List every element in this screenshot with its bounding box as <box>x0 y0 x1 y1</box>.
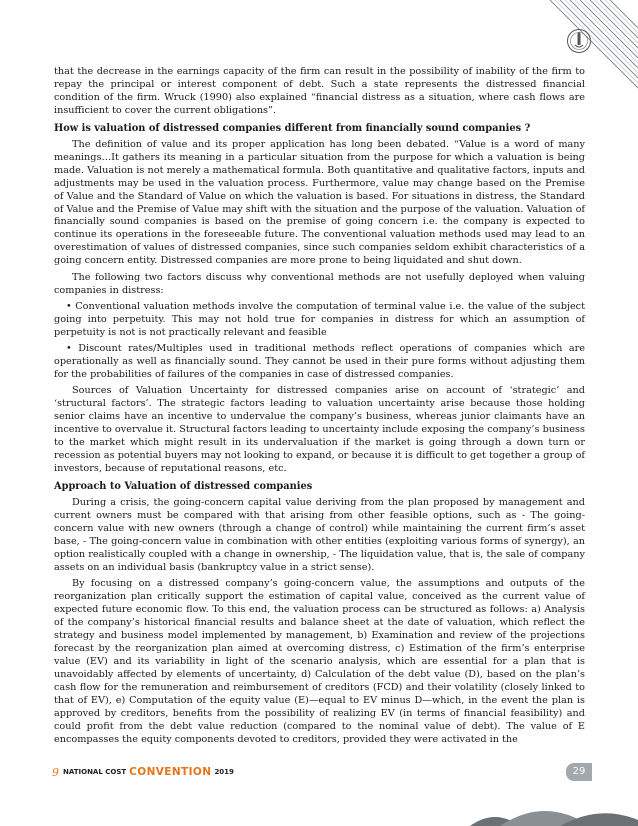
paragraph: The following two factors discuss why conventional methods are not usefully deployed when valuing companies in distress: <box>54 271 585 296</box>
section-heading-approach: Approach to Valuation of distressed companies <box>54 481 313 493</box>
footer-convention: CONVENTION <box>129 766 212 778</box>
section-heading-valuation: How is valuation of distressed companies different from financially sound companies ? <box>54 122 531 134</box>
institute-emblem-icon <box>566 28 592 54</box>
footer-logo <box>52 764 234 780</box>
paragraph: By focusing on a distressed company’s going-concern value, the assumptions and outputs of the reorganization plan critically support the estimation of capital value, conceived as the current value of expected future economic flow. To this end, the valuation process can be structured as follows: a) Analysis of the company’s historical financial results and balance sheet at the date of valuation, which reflect the strategy and business model implemented by management, b) Examination and review of the projections forecast by the reorganization plan aimed at overcoming distress, c) Estimation of the firm’s enterprise value (EV) and its variability in light of the scenario analysis, which are essential for a plan that is unavoidably affected by elements of uncertainty, d) Calculation of the debt value (D), based on the plan’s cash flow for the remuneration and reimbursement of creditors (FCD) and their volatility (closely linked to that of EV), e) Computation of the equity value (E)—equal to EV minus D—which, in the event the plan is approved by creditors, benefits from the possibility of realizing EV (in terms of financial feasibility) and could profit from the debt value reduction (compared to the nominal value of debt). The value of E encompasses the equity components devoted to creditors, provided they were activated in the <box>54 578 585 745</box>
bullet-item: • Discount rates/Multiples used in traditional methods reflect operations of companies which are operationally as well as financially sound. They cannot be used in their pure forms without adjusting them for the probabilities of failures of the companies in case of distressed companies. <box>54 343 585 381</box>
convention-logo-icon <box>52 766 62 778</box>
bullet-item: • Conventional valuation methods involve the computation of terminal value i.e. the value of the subject going into perpetuity. This may not hold true for companies in distress for which an assumption of perpetuity is not is not practically relevant and feasible <box>54 300 585 338</box>
footer-national-cost: NATIONAL COST <box>63 768 127 776</box>
paragraph: Sources of Valuation Uncertainty for distressed companies arise on account of ‘strategic’ and ‘structural factors’. The strategic factors leading to valuation uncertainty arise because those holding senior claims have an incentive to undervalue the company’s business, whereas junior claimants have an incentive to overvalue it. Structural factors leading to uncertainty include exposing the company’s business to the market which might result in its undervaluation if the market is going through a down turn or recession as potential buyers may not looking to expand, or because it is difficult to get together a group of investors, because of reputational reasons, etc. <box>54 385 585 475</box>
logo-mark: 9 <box>52 766 59 778</box>
paragraph: that the decrease in the earnings capacity of the firm can result in the possibility of inability of the firm to repay the principal or interest component of debt. Such a state represents the distressed financial condition of the firm. Wruck (1990) also explained “financial distress as a situation, where cash flows are insufficient to cover the current obligations”. <box>54 66 585 116</box>
page-number: 29 <box>566 763 592 781</box>
bottom-decoration <box>0 790 638 826</box>
article-body <box>54 66 585 750</box>
footer-year: 2019 <box>214 768 234 776</box>
paragraph: During a crisis, the going-concern capital value deriving from the plan proposed by management and current owners must be compared with that arising from other feasible options, such as - The going-concern value with new owners (through a change of control) while maintaining the current firm’s asset base, - The going-concern value in combination with other entities (exploiting various forms of synergy), an option realistically coupled with a change in ownership, - The liquidation value, that is, the sale of company assets on an individual basis (bankruptcy value in a strict sense). <box>54 497 585 573</box>
paragraph: The definition of value and its proper application has long been debated. “Value is a word of many meanings…It gathers its meaning in a particular situation from the purpose for which a valuation is being made. Valuation is not merely a mathematical formula. Both quantitative and qualitative factors, inputs and adjustments may be used in the valuation process. Furthermore, value may change based on the Premise of Value and the Standard of Value on which the valuation is based. For situations in distress, the Standard of Value and the Premise of Value may shift with the situation and the purpose of the valuation. Valuation of financially sound companies is based on the premise of going concern i.e. the company is expected to continue its operations in the foreseeable future. The conventional valuation methods used may lead to an overestimation of values of distressed companies, since such companies seldom exhibit characteristics of a going concern entity. Distressed companies are more prone to being liquidated and shut down. <box>54 138 586 267</box>
